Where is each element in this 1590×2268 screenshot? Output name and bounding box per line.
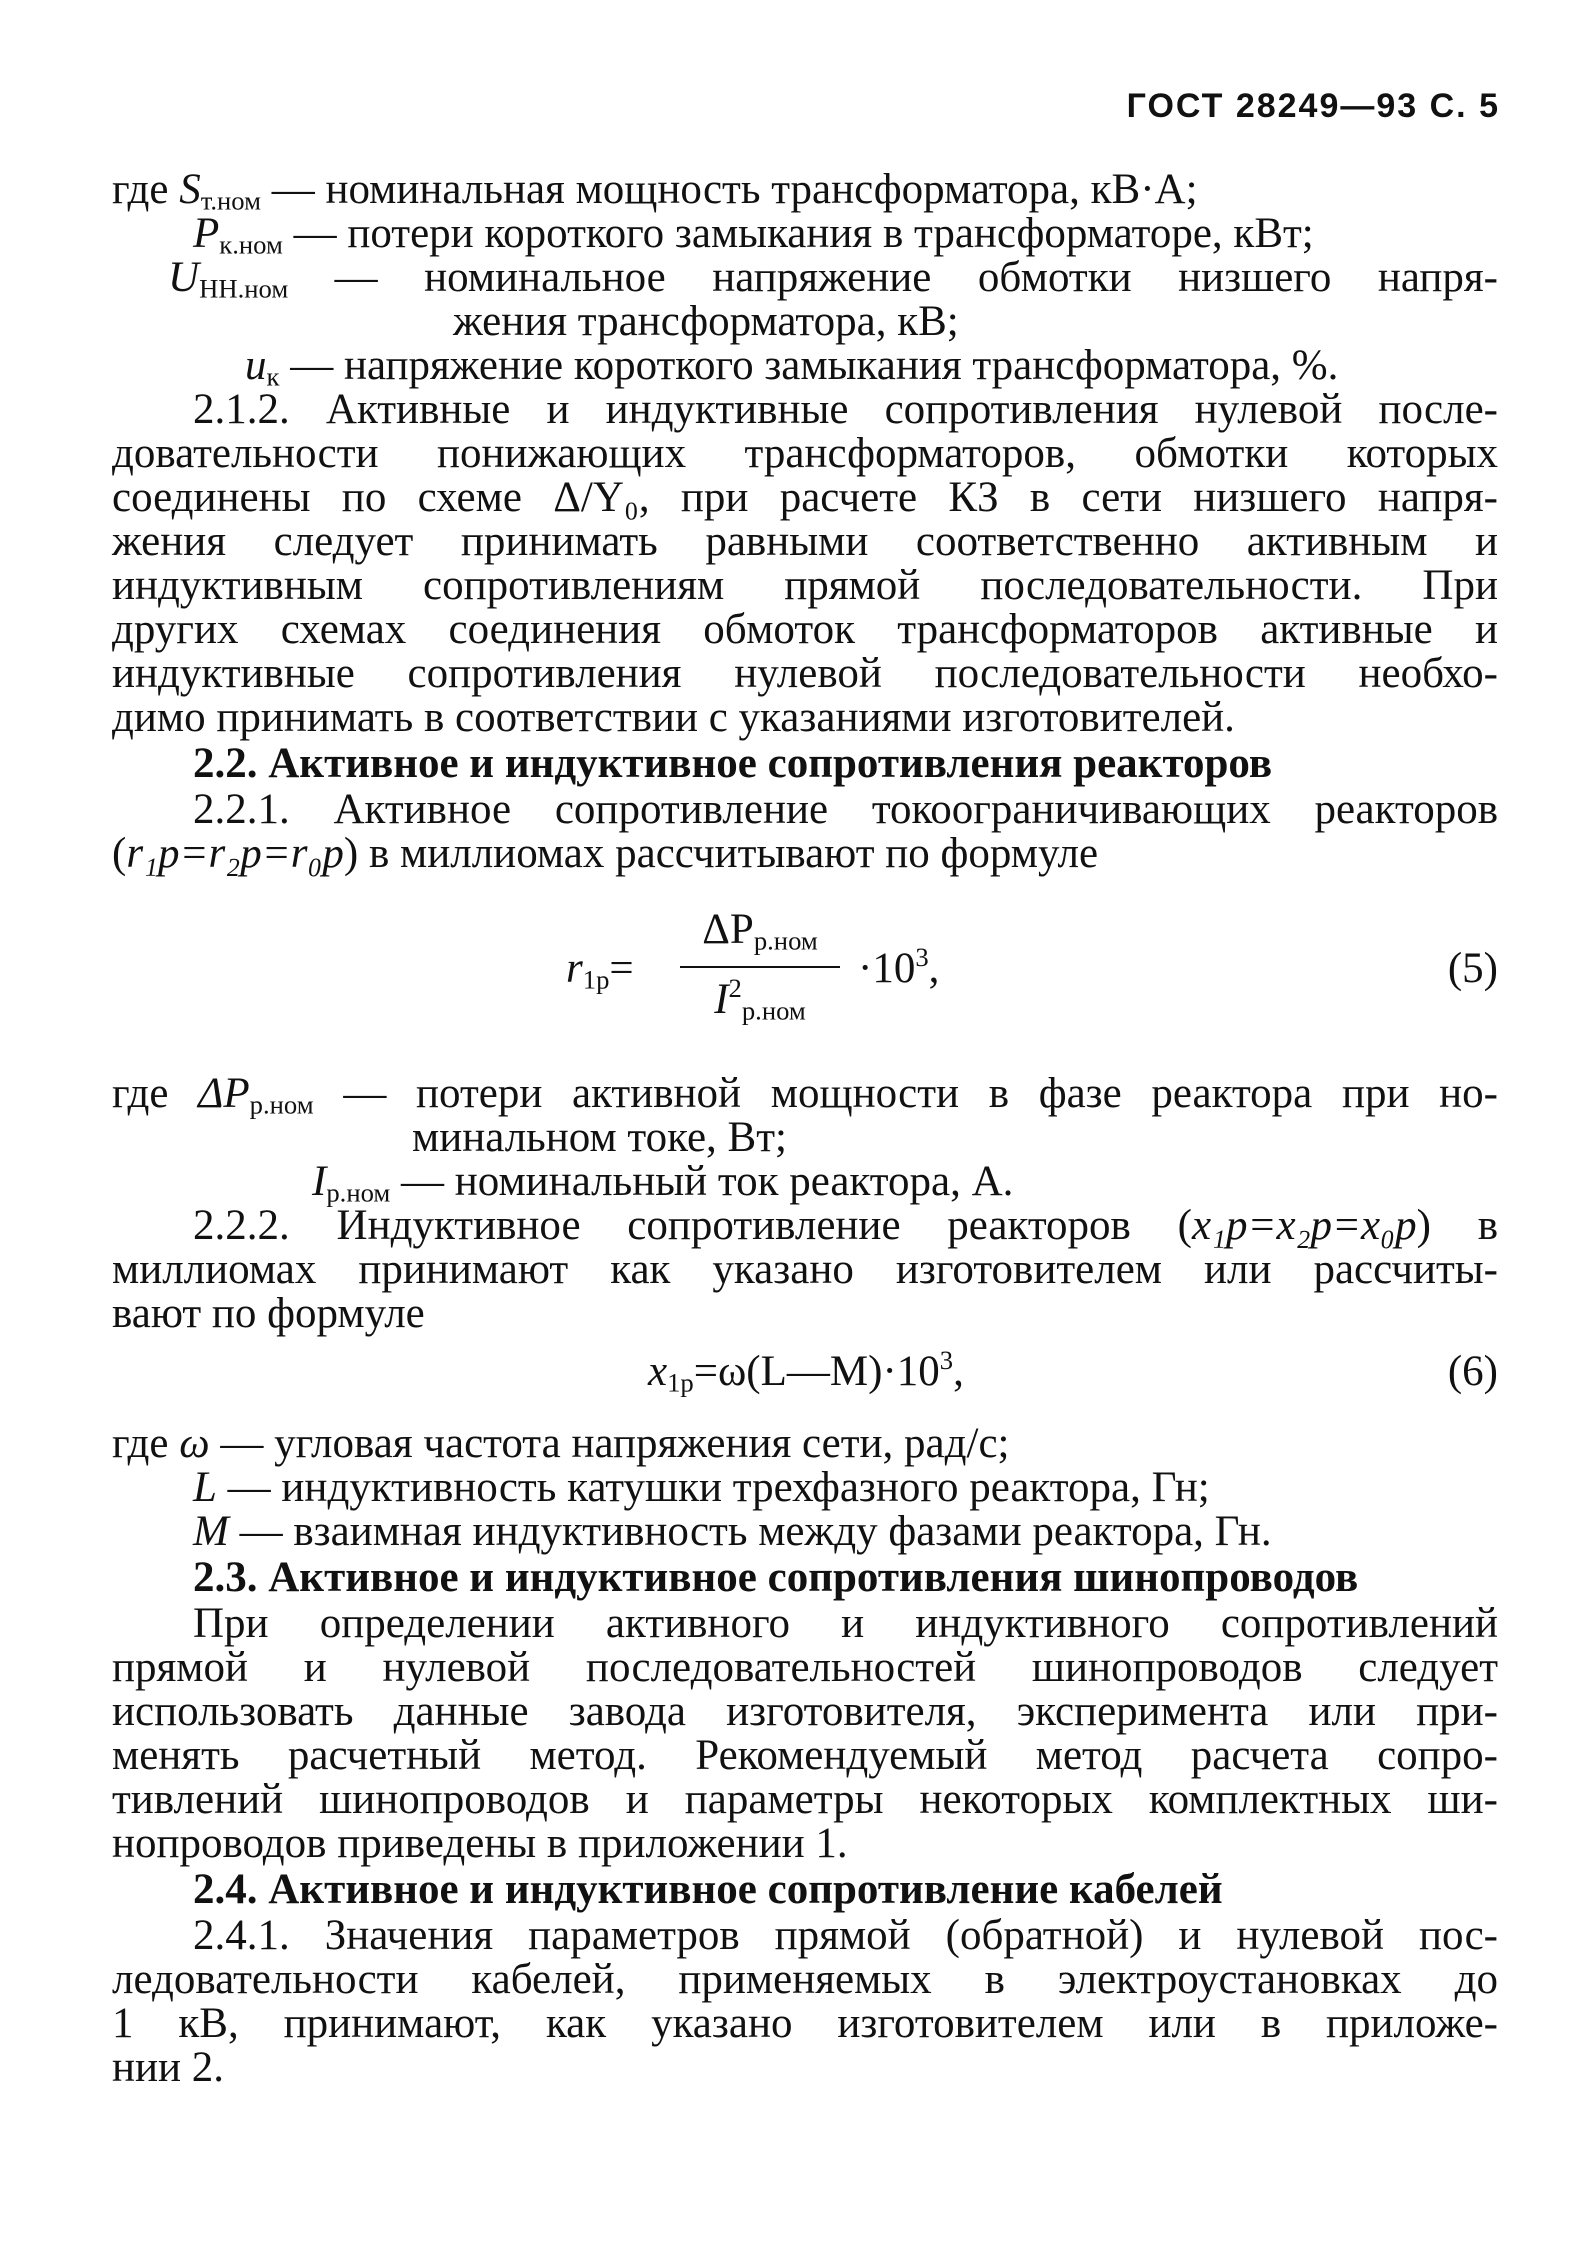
section-heading-2-2: 2.2. Активное и индуктивное сопротивления реакторов — [193, 740, 1273, 787]
document-page: ГОСТ 28249—93 С. 5 где $S_{т.ном}$ — номинальная мощность трансформатора, кВ·А; $P_{к.ном}$ — потери короткого замыкания в трансформаторе, кВт; $U_{НН.ном}$ — номинальное напряжение обмотки низшего напря- жения трансформатора, кВ; $u_к$ — напряжение короткого замыкания трансформатора, %. 2.1.2. Активные и индуктивные сопротивления нулевой после- довательности понижающих трансформаторов, обмотки которых соединены по схеме Δ/Y₀, при расчете КЗ в сети низшего напря- жения следует принимать равными соответственно активным и индуктивным сопротивлениям прямой последовательности. При других схемах соединения обмоток трансформаторов активные и индуктивные сопротивления нулевой последовательности необхо- димо принимать в соответствии с указаниями изготовителей. 2.2. Активное и индуктивное сопротивления реакторов 2.2.1. Активное сопротивление токоограничивающих реакторов (r₁p=r₂p=r₀p) в миллиомах рассчитывают по формуле $r_{1р}=$ $\Delta P_{р.ном}$ $I^2_{р.ном}$ $\cdot 10^3$, (5) где $\Delta P_{р.ном}$ — потери активной мощности в фазе реактора при но- минальном токе, Вт; $I_{р.ном}$ — номинальный ток реактора, А. 2.2.2. Индуктивное сопротивление реакторов (x₁p=x₂p=x₀p) в миллиомах принимают как указано изготовителем или рассчиты- вают по формуле $x_{1р}=\omega(L—M)\cdot 10^3$, (6) где ω — угловая частота напряжения сети, рад/с; L — индуктивность катушки трехфазного реактора, Гн; M — взаимная индуктивность между фазами реактора, Гн. 2.3. Активное и индуктивное сопротивления шинопроводов При определении активного и индуктивного сопротивлений прямой и нулевой последовательностей шинопроводов следует использовать данные завода изготовителя, эксперимента или при- менять расчетный метод. Рекомендуемый метод расчета сопро- тивлений шинопроводов и параметры некоторых комплектных ши- нопроводов приведены в приложении 1. 2.4. Активное и индуктивное сопротивление кабелей 2.4.1. Значения параметров прямой (обратной) и нулевой пос- ледовательности кабелей, применяемых в электроустановках до 1 кВ, принимают, как указано изготовителем или в приложе- нии 2. — [112, 87, 1500, 2091]
definition-delta-p-nom: где $\Delta P_{р.ном}$ — потери активной мощности в фазе реактора при но- — [112, 1070, 1498, 1120]
definition-u-k: $u_к$ — напряжение короткого замыкания трансформатора, %. — [245, 342, 1339, 392]
paragraph-2-2-2-line1: 2.2.2. Индуктивное сопротивление реакторов (x₁p=x₂p=x₀p) в — [193, 1202, 1498, 1249]
definition-l: L — индуктивность катушки трехфазного реактора, Гн; — [193, 1464, 1210, 1511]
equation-number-5: (5) — [1447, 945, 1498, 992]
paragraph-2-2-1-line2: (r₁p=r₂p=r₀p) в миллиомах рассчитывают по формуле — [112, 830, 1099, 877]
paragraph-2-2-1-line1: 2.2.1. Активное сопротивление токоограничивающих реакторов — [193, 786, 1498, 833]
definition-u-nn-nom: $U_{НН.ном}$ — номинальное напряжение обмотки низшего напря- — [168, 254, 1498, 304]
definition-m: M — взаимная индуктивность между фазами реактора, Гн. — [193, 1508, 1272, 1555]
section-heading-2-4: 2.4. Активное и индуктивное сопротивление кабелей — [193, 1866, 1223, 1913]
equation-number-6: (6) — [1447, 1348, 1498, 1395]
formula-5-multiplier: $\cdot 10^3$, — [858, 942, 940, 992]
paragraph-2-2-2-line2: миллиомах принимают как указано изготовителем или рассчиты- — [112, 1246, 1498, 1293]
definition-i-nom: $I_{р.ном}$ — номинальный ток реактора, А. — [312, 1158, 1014, 1208]
formula-5-denominator: $I^2_{р.ном}$ — [714, 973, 806, 1026]
definition-delta-p-nom-cont: минальном токе, Вт; — [412, 1114, 787, 1161]
formula-5-numerator: $\Delta P_{р.ном}$ — [702, 906, 818, 956]
paragraph-2-2-2-line3: вают по формуле — [112, 1290, 425, 1337]
definition-omega: где ω — угловая частота напряжения сети, рад/с; — [112, 1420, 1010, 1467]
formula-5-fraction — [680, 908, 840, 1028]
section-heading-2-3: 2.3. Активное и индуктивное сопротивления шинопроводов — [193, 1554, 1359, 1601]
fraction-bar — [680, 966, 840, 968]
page-header: ГОСТ 28249—93 С. 5 — [1126, 87, 1500, 125]
definition-s-nom: где $S_{т.ном}$ — номинальная мощность трансформатора, кВ·А; — [112, 166, 1198, 216]
formula-6-expression: $x_{1р}=\omega(L—M)\cdot 10^3$, — [648, 1345, 964, 1398]
formula-5-lhs: $r_{1р}=$ — [566, 945, 634, 995]
definition-u-nn-nom-cont: жения трансформатора, кВ; — [453, 298, 959, 345]
definition-p-k-nom: $P_{к.ном}$ — потери короткого замыкания в трансформаторе, кВт; — [193, 210, 1314, 260]
